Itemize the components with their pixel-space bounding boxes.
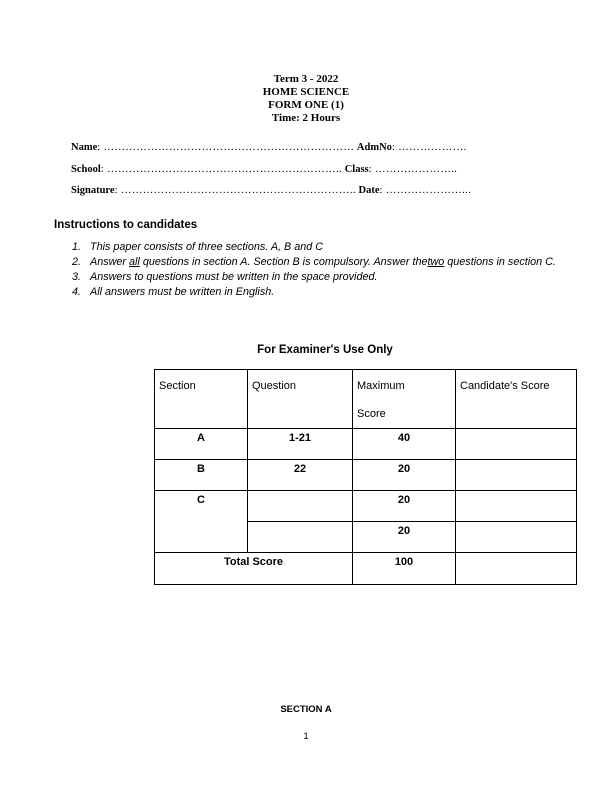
header-maximum-score: Maximum Score [353, 370, 456, 429]
candidate-score-cell[interactable] [456, 491, 577, 522]
total-label: Total Score [155, 553, 353, 585]
name-field[interactable]: : …………………………………………………………… [97, 142, 355, 153]
name-label: Name [71, 142, 98, 153]
instruction-item: 3. Answers to questions must be written in the space provided. [72, 271, 378, 283]
school-label: School [71, 164, 101, 175]
question-cell: 22 [248, 460, 353, 491]
total-candidate-score[interactable] [456, 553, 577, 585]
instruction-item: 4. All answers must be written in English. [72, 286, 275, 298]
max-score-cell: 20 [353, 460, 456, 491]
table-row [155, 460, 577, 491]
total-max-score: 100 [353, 553, 456, 585]
candidate-score-cell[interactable] [456, 522, 577, 553]
admno-field[interactable]: : ………………. [391, 142, 467, 153]
header-question: Question [248, 370, 353, 429]
max-score-cell: 20 [353, 522, 456, 553]
subject-title: HOME SCIENCE [262, 86, 350, 98]
form-label: FORM ONE (1) [268, 99, 344, 111]
term-label: Term 3 - 2022 [273, 73, 339, 85]
time-label: Time: 2 Hours [271, 112, 341, 124]
candidate-score-cell[interactable] [456, 429, 577, 460]
class-field[interactable]: : ………………….. [368, 164, 458, 175]
instructions-title: Instructions to candidates [54, 219, 198, 231]
max-score-cell: 40 [353, 429, 456, 460]
table-row [155, 429, 577, 460]
date-label: Date [358, 185, 380, 196]
section-a-heading: SECTION A [280, 704, 332, 715]
header-section: Section [155, 370, 248, 429]
date-field[interactable]: : …………………... [379, 185, 472, 196]
header-candidate-score: Candidate's Score [456, 370, 577, 429]
page-number: 1 [303, 731, 309, 742]
instructions-list [72, 240, 572, 300]
candidate-score-cell[interactable] [456, 460, 577, 491]
section-cell: C [155, 491, 248, 553]
admno-label: AdmNo [356, 142, 392, 153]
total-row [155, 553, 577, 585]
section-cell: A [155, 429, 248, 460]
signature-label: Signature [71, 185, 115, 196]
instruction-item: 1. This paper consists of three sections. A, B and C [72, 241, 324, 253]
table-row [155, 491, 577, 522]
signature-date-row [71, 185, 471, 196]
class-label: Class [344, 164, 369, 175]
name-admno-row [71, 142, 467, 153]
question-cell: 1-21 [248, 429, 353, 460]
table-header-row [155, 370, 577, 429]
examiner-score-table [154, 369, 577, 585]
instruction-item: 2. Answer all questions in section A. Section B is compulsory. Answer thetwo questions in section C. [72, 256, 556, 268]
school-field[interactable]: : ……………………………………………………….. [100, 164, 343, 175]
max-score-cell: 20 [353, 491, 456, 522]
exam-header [0, 73, 612, 125]
question-cell[interactable] [248, 491, 353, 522]
question-cell[interactable] [248, 522, 353, 553]
examiner-table-title: For Examiner's Use Only [257, 344, 393, 356]
school-class-row [71, 164, 457, 175]
section-cell: B [155, 460, 248, 491]
signature-field[interactable]: : ……………………………………………………….. [114, 185, 356, 196]
